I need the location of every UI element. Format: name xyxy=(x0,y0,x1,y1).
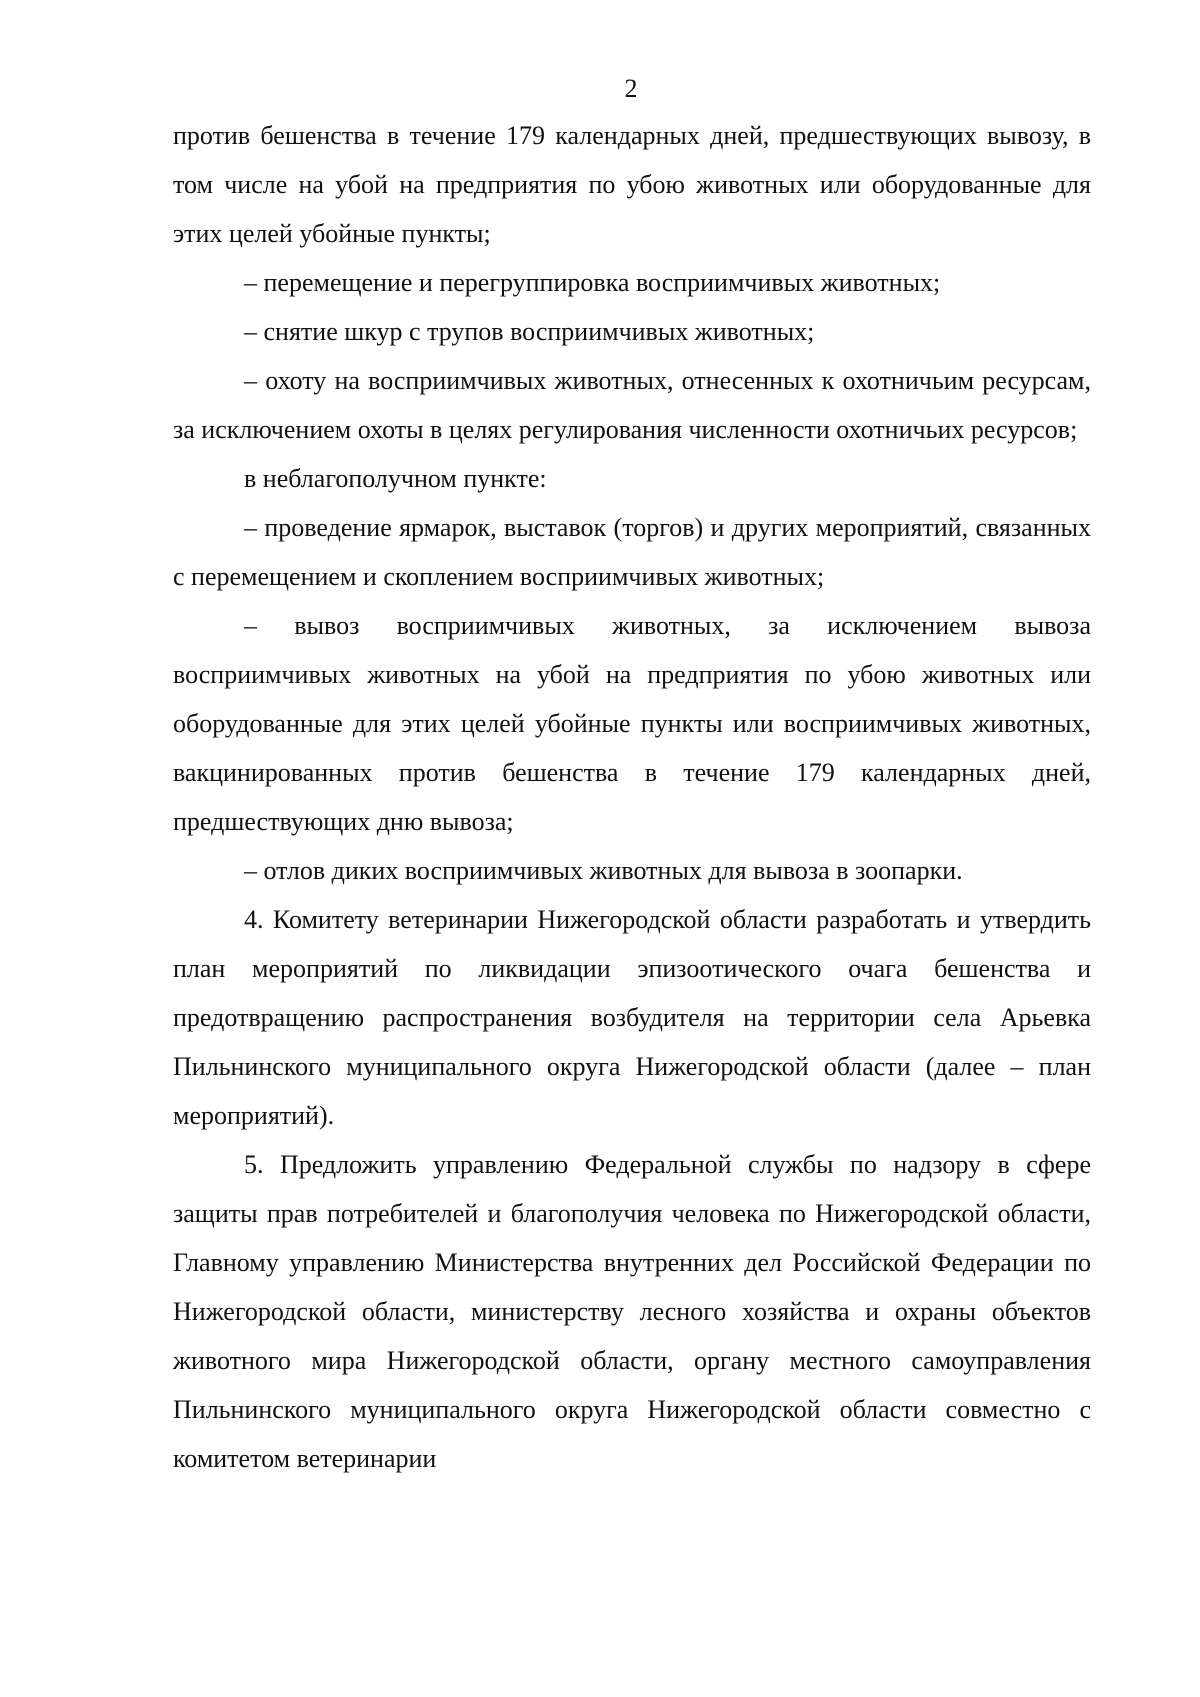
paragraph-subheading: в неблагополучном пункте: xyxy=(244,464,547,493)
paragraph-section-4: 4. Комитету ветеринарии Нижегородской области разработать и утвердить план мероприятий по ликвидации эпизоотического очага бешенства и предотвращению распространения возбудителя на территории села Арьевка Пильнинского муниципального округа Нижегородской области (далее – план мероприятий). xyxy=(173,905,1091,1130)
paragraph-continuation: против бешенства в течение 179 календарных дней, предшествующих вывозу, в том числе на убой на предприятия по убою животных или оборудованные для этих целей убойные пункты; xyxy=(173,121,1091,248)
paragraph-item: – отлов диких восприимчивых животных для вывоза в зоопарки. xyxy=(244,856,963,885)
paragraph-item: – перемещение и перегруппировка восприимчивых животных; xyxy=(244,268,941,297)
document-body xyxy=(173,111,1091,1483)
paragraph-item: – снятие шкур с трупов восприимчивых животных; xyxy=(244,317,815,346)
page-number: 2 xyxy=(624,74,638,103)
paragraph-item: – проведение ярмарок, выставок (торгов) и других мероприятий, связанных с перемещением и скоплением восприимчивых животных; xyxy=(173,513,1091,591)
paragraph-section-5: 5. Предложить управлению Федеральной службы по надзору в сфере защиты прав потребителей и благополучия человека по Нижегородской области, Главному управлению Министерства внутренних дел Российской Федерации по Нижегородской области, министерству лесного хозяйства и охраны объектов животного мира Нижегородской области, органу местного самоуправления Пильнинского муниципального округа Нижегородской области совместно с комитетом ветеринарии xyxy=(173,1150,1091,1473)
paragraph-item: – вывоз восприимчивых животных, за исключением вывоза восприимчивых животных на убой на предприятия по убою животных или оборудованные для этих целей убойные пункты или восприимчивых животных, вакцинированных против бешенства в течение 179 календарных дней, предшествующих дню вывоза; xyxy=(173,611,1091,836)
paragraph-item: – охоту на восприимчивых животных, отнесенных к охотничьим ресурсам, за исключением охоты в целях регулирования численности охотничьих ресурсов; xyxy=(173,366,1091,444)
